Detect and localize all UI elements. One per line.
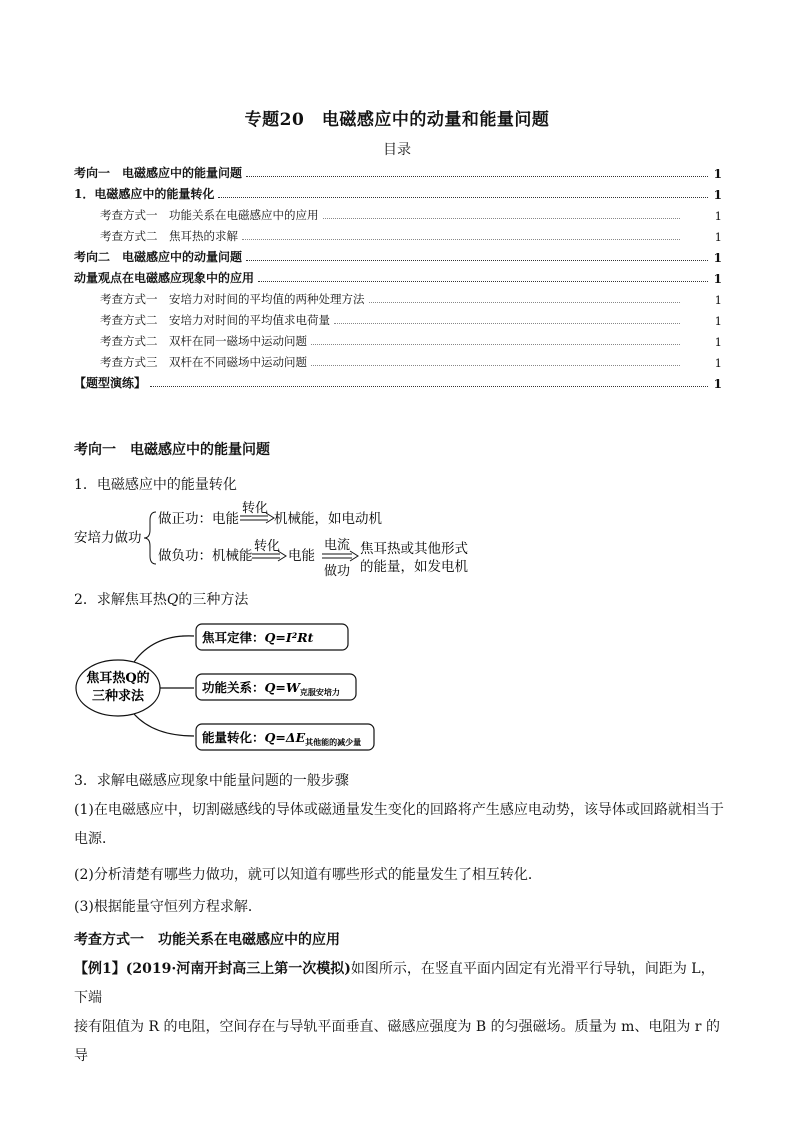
document-title: 专题20 电磁感应中的动量和能量问题 [244, 110, 550, 130]
electric-energy-label: 电能 [288, 548, 315, 564]
toc-entry-label: 1．电磁感应中的能量转化 [74, 187, 215, 201]
method-3-formula: Q=ΔE [264, 730, 306, 745]
toc-entry-page: 1 [714, 230, 722, 244]
method-3-subscript: 其他能的减少量 [305, 737, 362, 747]
method-2-subscript: 克服安培力 [299, 687, 340, 697]
toc-entry-label: 考向二 电磁感应中的动量问题 [74, 250, 243, 264]
toc-entry[interactable] [74, 244, 722, 265]
toc-leader [242, 239, 680, 240]
method-2-label: 功能关系： [202, 680, 265, 695]
toc-entry[interactable] [74, 202, 722, 223]
toc-entry-page: 1 [713, 188, 722, 202]
toc-entry[interactable] [74, 286, 722, 307]
result-line-2: 的能量，如发电机 [360, 559, 468, 575]
current-label: 电流 [324, 538, 351, 553]
method-1-formula: Q=I²Rt [264, 630, 314, 645]
toc-entry-label: 考查方式三 双杆在不同磁场中运动问题 [100, 355, 307, 369]
negative-work-label: 做负功：机械能 [158, 548, 253, 564]
example-source: (2019·河南开封高三上第一次模拟) [125, 961, 351, 977]
toc-leader [246, 260, 708, 261]
connector-line [134, 714, 194, 736]
toc-entry-label: 考向一 电磁感应中的能量问题 [74, 166, 243, 180]
toc-heading: 目录 [383, 142, 411, 158]
table-of-contents [74, 160, 722, 391]
work-label: 做功 [324, 564, 351, 579]
example-1 [74, 955, 724, 1071]
toc-leader [334, 323, 680, 324]
convert-label: 转化 [242, 501, 269, 516]
toc-leader [218, 197, 708, 198]
center-ellipse [76, 660, 160, 716]
toc-entry[interactable] [74, 265, 722, 286]
positive-work-label: 做正功：电能 [158, 511, 239, 527]
method-1 [202, 630, 314, 645]
joule-heat-methods-diagram [74, 618, 384, 754]
toc-entry-page: 1 [714, 356, 722, 370]
toc-leader [150, 386, 708, 387]
toc-entry[interactable] [74, 160, 722, 181]
item-heading [74, 589, 248, 609]
method-3-label: 能量转化： [202, 730, 265, 745]
item-heading: 3．求解电磁感应现象中能量问题的一般步骤 [74, 773, 349, 789]
method-1-label: 焦耳定律： [202, 630, 265, 645]
example-1-text: 如图所示，在竖直平面内固定有光滑平行导轨，间距为 L，下端 [74, 961, 715, 1006]
step-3: (3)根据能量守恒列方程求解． [74, 899, 262, 915]
center-label-line-2: 三种求法 [91, 689, 145, 704]
toc-entry[interactable] [74, 328, 722, 349]
method-2-formula: Q=W [264, 680, 300, 695]
convert-label: 转化 [254, 539, 281, 554]
toc-entry[interactable] [74, 223, 722, 244]
toc-leader [258, 281, 708, 282]
example-tag: 【例1】 [74, 961, 126, 977]
toc-entry[interactable] [74, 181, 722, 202]
example-1-line-1 [74, 955, 724, 1013]
toc-leader [311, 344, 680, 345]
toc-entry-label: 考查方式二 焦耳热的求解 [100, 229, 238, 243]
step-1-line-2: 电源． [74, 831, 116, 847]
example-1-line-2: 接有阻值为 R 的电阻，空间存在与导轨平面垂直、磁感应强度为 B 的匀强磁场。质量为 m、电阻为 r 的导 [74, 1019, 720, 1064]
toc-entry-label: 【题型演练】 [74, 376, 147, 390]
center-label-line-1: 焦耳热Q的 [86, 671, 150, 686]
step-2: (2)分析清楚有哪些力做功，就可以知道有哪些形式的能量发生了相互转化． [74, 867, 542, 883]
toc-entry-page: 1 [713, 377, 722, 391]
item-heading-suffix: 的三种方法 [178, 592, 249, 608]
toc-entry-page: 1 [713, 272, 722, 286]
step-1-line-1: (1)在电磁感应中，切割磁感线的导体或磁通量发生变化的回路将产生感应电动势，该导体或回路就相当于 [74, 802, 724, 818]
toc-entry-label: 考查方式一 功能关系在电磁感应中的应用 [100, 208, 319, 222]
toc-leader [246, 176, 708, 177]
mechanical-energy-label: 机械能，如电动机 [274, 511, 382, 527]
toc-entry-page: 1 [714, 209, 722, 223]
toc-entry-page: 1 [714, 314, 722, 328]
item-heading-variable: Q [166, 592, 179, 608]
toc-entry-label: 动量观点在电磁感应现象中的应用 [74, 271, 255, 285]
toc-entry[interactable] [74, 307, 722, 328]
toc-entry-page: 1 [714, 335, 722, 349]
toc-entry-label: 考查方式二 安培力对时间的平均值求电荷量 [100, 313, 330, 327]
energy-conversion-diagram [74, 498, 494, 580]
toc-entry-page: 1 [714, 293, 722, 307]
toc-leader [323, 218, 681, 219]
toc-entry[interactable] [74, 349, 722, 370]
diagram-root-label: 安培力做功 [74, 530, 142, 546]
toc-entry-label: 考查方式二 双杆在同一磁场中运动问题 [100, 334, 307, 348]
toc-entry-page: 1 [713, 167, 722, 181]
result-line-1: 焦耳热或其他形式 [360, 541, 468, 557]
item-heading-prefix: 2．求解焦耳热 [74, 592, 167, 608]
item-heading: 1．电磁感应中的能量转化 [74, 477, 237, 493]
toc-entry-label: 考查方式一 安培力对时间的平均值的两种处理方法 [100, 292, 365, 306]
toc-leader [311, 365, 680, 366]
toc-entry-page: 1 [713, 251, 722, 265]
connector-line [134, 636, 194, 662]
brace-shape [144, 512, 156, 564]
method-heading: 考查方式一 功能关系在电磁感应中的应用 [74, 932, 340, 948]
toc-entry[interactable] [74, 370, 722, 391]
section-heading: 考向一 电磁感应中的能量问题 [74, 442, 270, 458]
toc-leader [369, 302, 681, 303]
step-1 [74, 796, 724, 854]
